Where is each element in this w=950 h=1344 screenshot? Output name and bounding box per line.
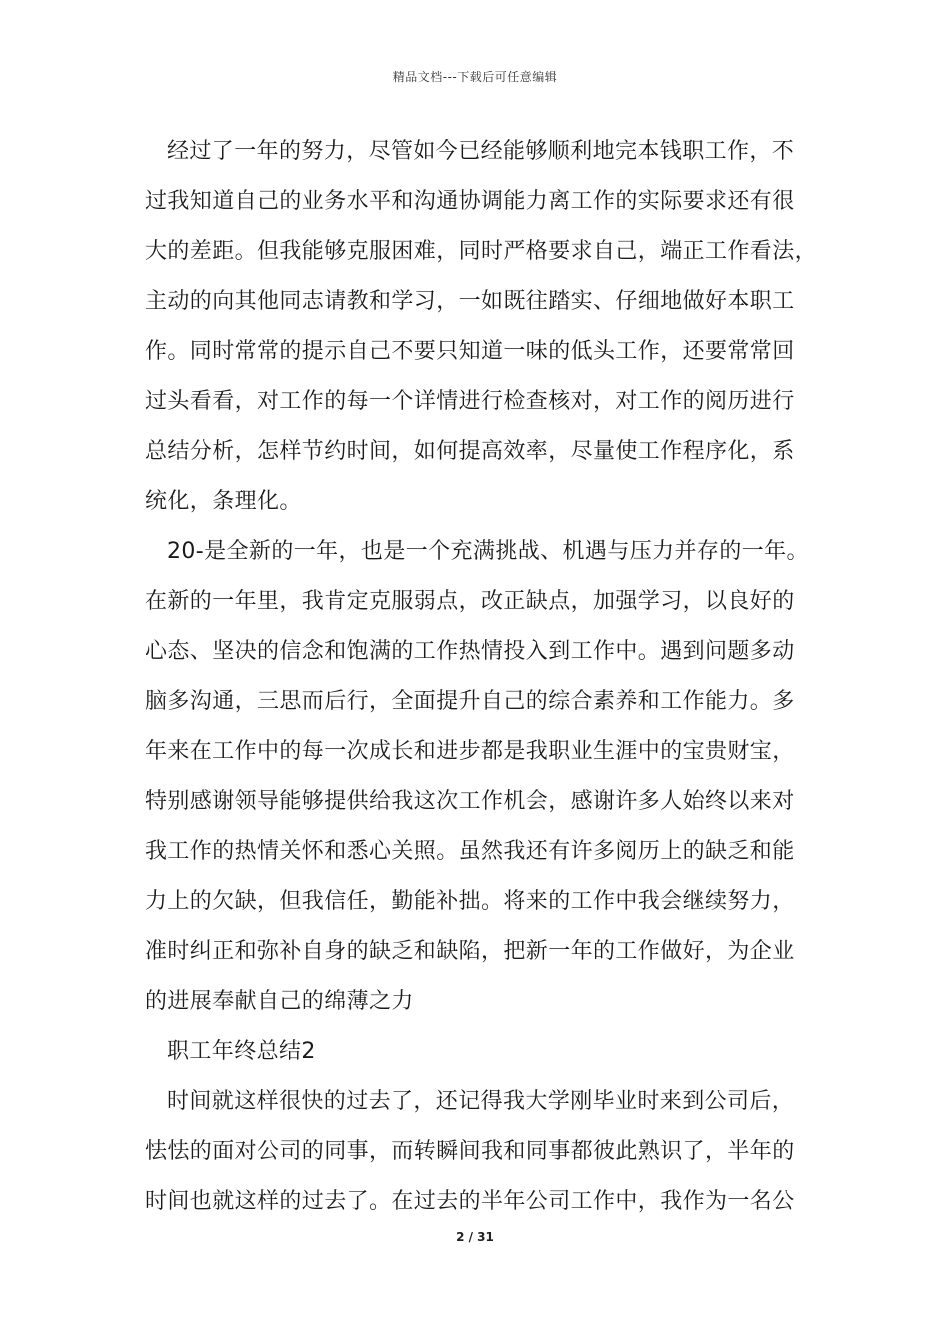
paragraph-line: 统化，条理化。 [145, 489, 302, 514]
paragraph-line: 主动的向其他同志请教和学习，一如既往踏实、仔细地做好本职工 [145, 289, 795, 314]
paragraph-line: 经过了一年的努力，尽管如今已经能够顺利地完本钱职工作，不 [167, 139, 795, 164]
paragraph-line: 在新的一年里，我肯定克服弱点，改正缺点，加强学习，以良好的 [145, 589, 795, 614]
paragraph-line: 特别感谢领导能够提供给我这次工作机会，感谢许多人始终以来对 [145, 789, 795, 814]
paragraph-line: 脑多沟通，三思而后行，全面提升自己的综合素养和工作能力。多 [145, 689, 795, 714]
paragraph-line: 年来在工作中的每一次成长和进步都是我职业生涯中的宝贵财宝， [145, 739, 795, 764]
document-body [145, 132, 825, 1232]
paragraph-line: 准时纠正和弥补自身的缺乏和缺陷，把新一年的工作做好，为企业 [145, 939, 795, 964]
paragraph-line: 时间就这样很快的过去了，还记得我大学刚毕业时来到公司后， [167, 1089, 795, 1114]
paragraph-line: 过头看看，对工作的每一个详情进行检查核对，对工作的阅历进行 [145, 389, 795, 414]
page-header: 精品文档---下载后可任意编辑 [392, 70, 558, 84]
paragraph-line: 心态、坚决的信念和饱满的工作热情投入到工作中。遇到问题多动 [145, 639, 795, 664]
paragraph-line: 的进展奉献自己的绵薄之力 [145, 989, 414, 1014]
paragraph-line: 时间也就这样的过去了。在过去的半年公司工作中，我作为一名公 [145, 1189, 795, 1214]
paragraph-line: 大的差距。但我能够克服困难，同时严格要求自己，端正工作看法， [145, 239, 818, 264]
paragraph-line: 20-是全新的一年，也是一个充满挑战、机遇与压力并存的一年。 [167, 539, 809, 564]
paragraph-line: 我工作的热情关怀和悉心关照。虽然我还有许多阅历上的缺乏和能 [145, 839, 795, 864]
page-number: 2 / 31 [456, 1230, 494, 1244]
paragraph-line: 总结分析，怎样节约时间，如何提高效率，尽量使工作程序化，系 [145, 439, 795, 464]
paragraph-line: 过我知道自己的业务水平和沟通协调能力离工作的实际要求还有很 [145, 189, 795, 214]
paragraph-line: 力上的欠缺，但我信任，勤能补拙。将来的工作中我会继续努力， [145, 889, 795, 914]
paragraph-line: 作。同时常常的提示自己不要只知道一味的低头工作，还要常常回 [145, 339, 795, 364]
paragraph-line: 怯怯的面对公司的同事，而转瞬间我和同事都彼此熟识了，半年的 [145, 1139, 795, 1164]
section-heading: 职工年终总结2 [167, 1039, 316, 1064]
